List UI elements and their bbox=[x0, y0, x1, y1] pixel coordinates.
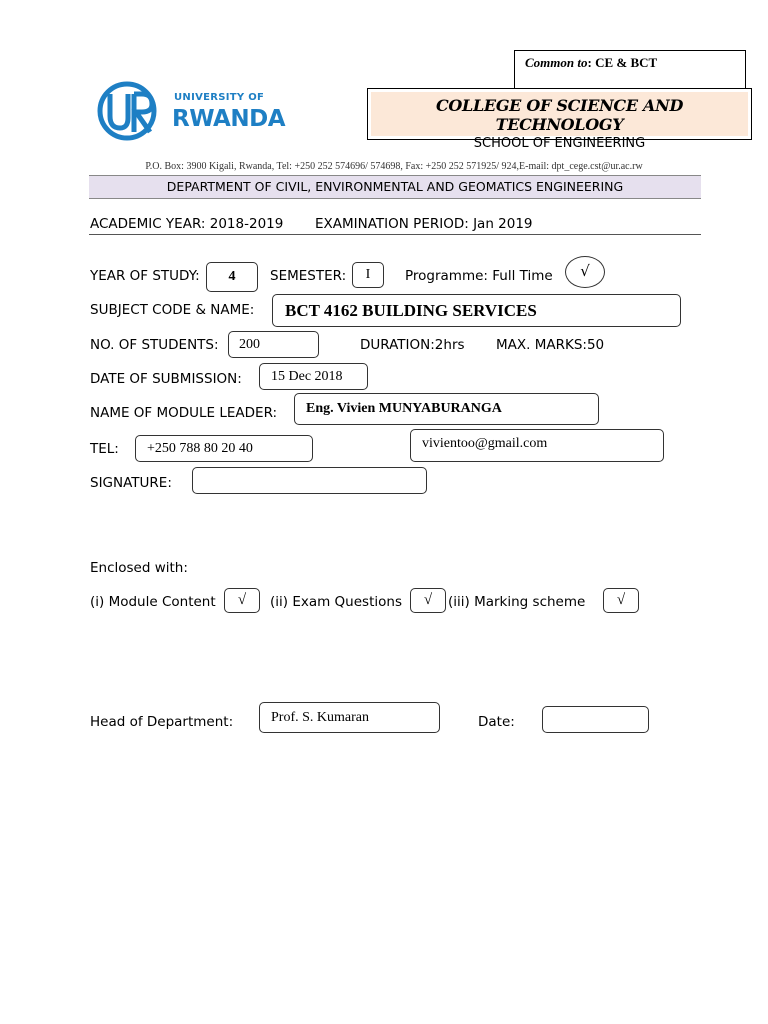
common-to-label: Common to bbox=[525, 55, 588, 70]
signature-label: SIGNATURE: bbox=[90, 475, 172, 491]
semester-label: SEMESTER: bbox=[270, 268, 347, 284]
exam-questions-checkbox[interactable]: √ bbox=[410, 588, 446, 613]
duration: DURATION:2hrs bbox=[360, 337, 465, 353]
semester-field[interactable]: I bbox=[352, 262, 384, 288]
date-field[interactable] bbox=[542, 706, 649, 733]
email-field[interactable]: vivientoo@gmail.com bbox=[410, 429, 664, 462]
students-label: NO. OF STUDENTS: bbox=[90, 337, 219, 353]
date-label: Date: bbox=[478, 714, 515, 730]
university-logo bbox=[96, 80, 285, 142]
logo-text-main: RWANDA bbox=[172, 106, 285, 132]
students-field[interactable]: 200 bbox=[228, 331, 319, 358]
submission-label: DATE OF SUBMISSION: bbox=[90, 371, 242, 387]
enclosed-item-module-content: (i) Module Content bbox=[90, 594, 216, 610]
hod-field[interactable]: Prof. S. Kumaran bbox=[259, 702, 440, 733]
college-title: COLLEGE OF SCIENCE AND TECHNOLOGY bbox=[435, 96, 684, 134]
common-to-value: : CE & BCT bbox=[587, 55, 658, 70]
subject-label: SUBJECT CODE & NAME: bbox=[90, 302, 255, 318]
college-box bbox=[367, 88, 752, 151]
hod-label: Head of Department: bbox=[90, 714, 234, 730]
submission-field[interactable]: 15 Dec 2018 bbox=[259, 363, 368, 390]
academic-year: ACADEMIC YEAR: 2018-2019 bbox=[90, 216, 284, 232]
programme-label: Programme: Full Time bbox=[405, 268, 553, 284]
enclosed-item-marking-scheme: (iii) Marking scheme bbox=[448, 594, 586, 610]
exam-period: EXAMINATION PERIOD: Jan 2019 bbox=[315, 216, 533, 232]
subject-field[interactable]: BCT 4162 BUILDING SERVICES bbox=[272, 294, 681, 327]
common-to-box bbox=[514, 50, 746, 90]
department-banner: DEPARTMENT OF CIVIL, ENVIRONMENTAL AND GEOMATICS ENGINEERING bbox=[89, 175, 701, 199]
school-name: SCHOOL OF ENGINEERING bbox=[473, 136, 646, 151]
enclosed-item-exam-questions: (ii) Exam Questions bbox=[270, 594, 402, 610]
max-marks: MAX. MARKS:50 bbox=[496, 337, 605, 353]
marking-scheme-checkbox[interactable]: √ bbox=[603, 588, 639, 613]
contact-address: P.O. Box: 3900 Kigali, Rwanda, Tel: +250 252 574696/ 574698, Fax: +250 252 571925/ 924,E-mail: dpt_cege.cst@ur.ac.rw bbox=[145, 161, 643, 172]
tel-label: TEL: bbox=[90, 441, 119, 457]
module-leader-label: NAME OF MODULE LEADER: bbox=[90, 405, 278, 421]
tel-field[interactable]: +250 788 80 20 40 bbox=[135, 435, 313, 462]
programme-check-circle[interactable]: √ bbox=[565, 256, 605, 288]
year-of-study-label: YEAR OF STUDY: bbox=[90, 268, 200, 284]
module-leader-field[interactable]: Eng. Vivien MUNYABURANGA bbox=[294, 393, 599, 425]
divider bbox=[89, 234, 701, 235]
signature-field[interactable] bbox=[192, 467, 427, 494]
enclosed-heading: Enclosed with: bbox=[90, 560, 188, 576]
module-content-checkbox[interactable]: √ bbox=[224, 588, 260, 613]
logo-text-top: UNIVERSITY OF bbox=[174, 92, 265, 103]
year-of-study-field[interactable]: 4 bbox=[206, 262, 258, 292]
